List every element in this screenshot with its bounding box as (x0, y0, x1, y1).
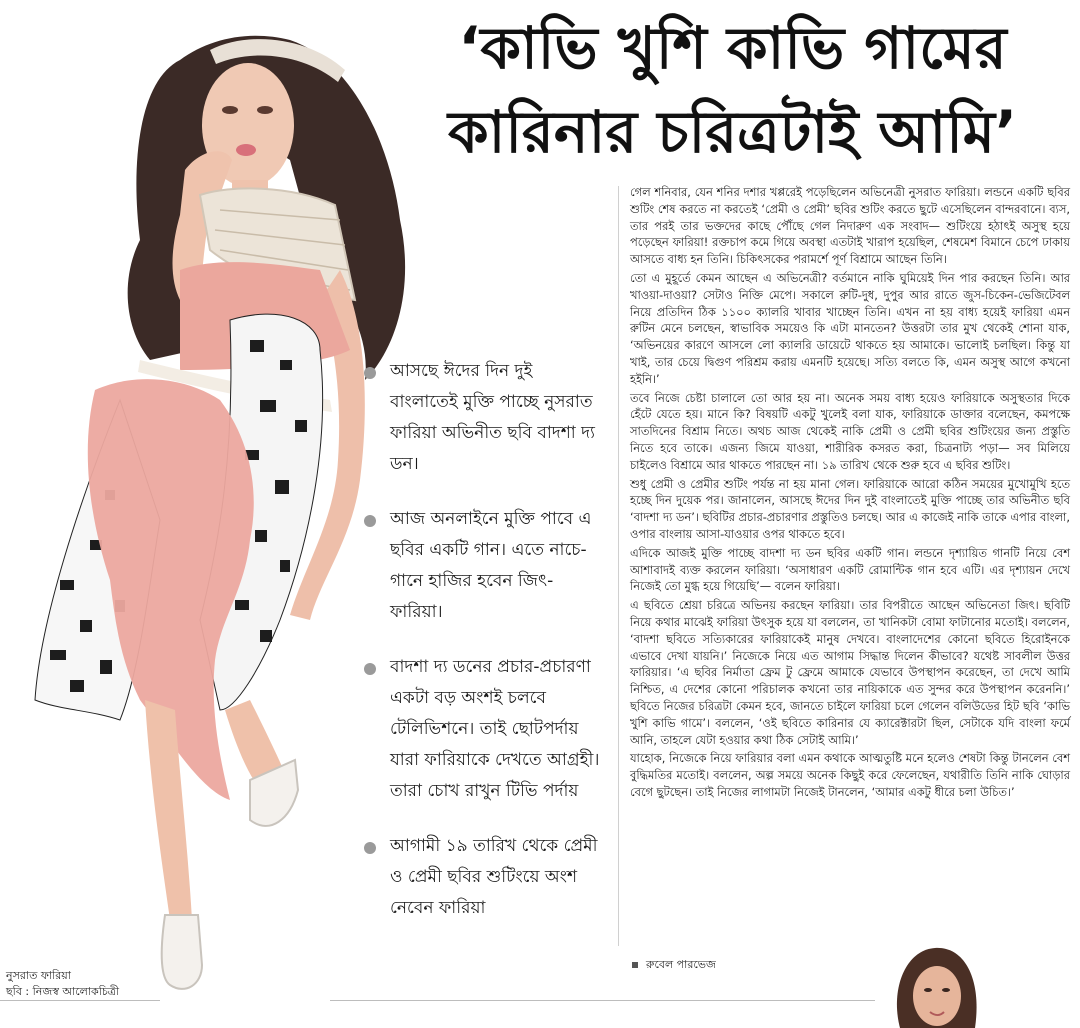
article-paragraph: শুধু প্রেমী ও প্রেমীর শুটিং পর্যন্ত না হয় মানা গেল। ফারিয়াকে আরো কঠিন সময়ের মুখোমুখি হতে হচ্ছে দিন দুয়েক পর। জানালেন, আসছে ঈদের দিন দুই বাংলাতেই মুক্তি পাচ্ছে তার অভিনীত ছবি ‘বাদশা দ্য ডন’। ছবিটির প্রচার-প্রচারণার প্রস্তুতিও চলছে। আর এ কাজেই নাকি তাকে এপার বাংলা, ওপার বাংলায় আসা-যাওয়ার ওপর থাকতে হবে। (630, 476, 1070, 541)
author-portrait (880, 940, 990, 1028)
article-paragraph: গেল শনিবার, যেন শনির দশার খপ্পরেই পড়েছিলেন অভিনেত্রী নুসরাত ফারিয়া। লন্ডনে একটি ছবির শুটিং শেষ করতে না করতেই ‘প্রেমী ও প্রেমী’ ছবির শুটিং করতে ছুটে এসেছিলেন বান্দরবানে। ব্যস, তার পরই তার ভক্তদের কাছে পৌঁছে গেল নিদারুণ এক সংবাদ— শুটিংয়ে হঠাৎই অসুস্থ হয়ে পড়েছেন ফারিয়া! রক্তচাপ কমে গিয়ে অবস্থা এতটাই খারাপ হয়েছিল, শেষমেশ বিমানে চেপে ঢাকায় আসতে বাধ্য হন তিনি। চিকিৎসকের পরামর্শে পূর্ণ বিশ্রামে আছেন তিনি। (630, 185, 1070, 267)
column-divider (618, 186, 619, 946)
highlight-item (362, 652, 602, 807)
headline (400, 6, 1065, 174)
bullet-icon (364, 842, 376, 854)
headline-line-2: কারিনার চরিত্রটাই আমি’ (447, 98, 1018, 166)
article-body (630, 184, 1070, 803)
highlights-list (362, 356, 602, 948)
caption-name: নুসরাত ফারিয়া (6, 969, 71, 982)
bullet-icon (364, 515, 376, 527)
headline-line-1: ‘কাভি খুশি কাভি গামের (458, 14, 1007, 82)
highlight-text: বাদশা দ্য ডনের প্রচার-প্রচারণা একটা বড় অংশই চলবে টেলিভিশনে। তাই ছোটপর্দায় যারা ফারিয়াকে দেখতে আগ্রহী। তারা চোখ রাখুন টিভি পর্দায় (390, 657, 600, 801)
highlight-item (362, 356, 602, 480)
article-paragraph: এদিকে আজই মুক্তি পাচ্ছে বাদশা দ্য ডন ছবির একটি গান। লন্ডনে দৃশ্যায়িত গানটি নিয়ে বেশ আশাবাদই ব্যক্ত করলেন ফারিয়া। ‘অসাধারণ একটি রোমান্টিক গান হবে এটি। এর দৃশ্যায়ন দেখে নিজেই তো মুগ্ধ হয়ে গিয়েছি’— বলেন ফারিয়া। (630, 545, 1070, 594)
highlight-text: আজ অনলাইনে মুক্তি পাবে এ ছবির একটি গান। এতে নাচে-গানে হাজির হবেন জিৎ-ফারিয়া। (390, 509, 592, 622)
highlight-text: আগামী ১৯ তারিখ থেকে প্রেমী ও প্রেমী ছবির শুটিংয়ে অংশ নেবেন ফারিয়া (390, 836, 598, 918)
highlight-item (362, 504, 602, 628)
photo-caption (6, 968, 156, 1000)
article-paragraph: তবে নিজে চেষ্টা চালালে তো আর হয় না। অনেক সময় বাধ্য হয়েও ফারিয়াকে অসুস্থতার দিকে হেঁটে যেতে হয়। মানে কি? বিষয়টি একটু খুলেই বলা যাক, ফারিয়াকে ডাক্তার বলেছেন, কমপক্ষে সাতদিনের বিশ্রাম নিতে। অথচ আজ থেকেই নাকি প্রেমী ও প্রেমী ছবির শুটিংয়ের জন্য প্রস্তুতি নিতে হবে তাকে। এজন্য জিমে যাওয়া, শারীরিক কসরত করা, চিত্রনাট্য পড়া— সব মিলিয়ে চাইলেও বিশ্রামে আর থাকতে পারছেন না। ১৯ তারিখ থেকে শুরু হবে এ ছবির শুটিং। (630, 390, 1070, 472)
caption-credit: ছবি : নিজস্ব আলোকচিত্রী (6, 985, 120, 998)
highlight-item (362, 831, 602, 924)
byline (632, 956, 716, 975)
bottom-rule-left (0, 1000, 160, 1001)
article-paragraph: যাহোক, নিজেকে নিয়ে ফারিয়ার বলা এমন কথাকে আত্মতুষ্টি মনে হলেও শেষটা কিন্তু টানলেন বেশ বুদ্ধিমতির মতোই। বললেন, অল্প সময়ে অনেক কিছুই করে ফেলেছেন, যথারীতি তিনি নাকি ঘোড়ার বেগে ছুটছেন। তাই নিজের লাগামটা নিজেই টানলেন, ‘আমার একটু ধীরে চলা উচিত।’ (630, 751, 1070, 799)
byline-marker-icon (632, 962, 638, 968)
article-paragraph: তো এ মুহূর্তে কেমন আছেন এ অভিনেত্রী? বর্তমানে নাকি ঘুমিয়েই দিন পার করছেন তিনি। আর খাওয়া-দাওয়া? সেটাও নিক্তি মেপে। সকালে রুটি-দুধ, দুপুর আর রাতে জুস-চিকেন-ভেজিটেবল নিয়ে প্রতিদিন ঠিক ১১০০ ক্যালরি খাবার খাচ্ছেন তিনি। এখন না হয় বাধ্য হয়েই ফারিয়া এমন রুটিন মেনে চলছেন, স্বাভাবিক সময়েও কি এটা মানতেন? উত্তরটা তার মুখ থেকেই শোনা যাক, ‘অভিনয়ের কারণে আসলে লো ক্যালরি ডায়েটে থাকতে হয় আমাকে। ভালোই চলছিল। কিন্তু যা খাই, তার চেয়ে দ্বিগুণ পরিশ্রম করায় এমনটি হয়েছে। সত্যি বলতে কি, এমন অসুস্থ আগে কখনো হইনি।’ (630, 270, 1070, 386)
shoe-left (162, 915, 202, 989)
byline-author: রুবেল পারভেজ (646, 958, 716, 971)
bullet-icon (364, 367, 376, 379)
bullet-icon (364, 663, 376, 675)
actress-illustration (20, 20, 420, 1010)
author-portrait-illustration (880, 940, 990, 1028)
actress-photo (20, 20, 420, 1010)
highlight-text: আসছে ঈদের দিন দুই বাংলাতেই মুক্তি পাচ্ছে নুসরাত ফারিয়া অভিনীত ছবি বাদশা দ্য ডন। (390, 361, 595, 474)
bottom-rule-right (330, 1000, 875, 1001)
article-paragraph: এ ছবিতে শ্রেয়া চরিত্রে অভিনয় করছেন ফারিয়া। তার বিপরীতে আছেন অভিনেতা জিৎ। ছবিটি নিয়ে কথার মাঝেই ফারিয়া উৎসুক হয়ে যা বললেন, তা খানিকটা বোমা ফাটানোর মতোই। বললেন, ‘বাদশা ছবিতে সত্যিকারের ফারিয়াকেই মানুষ দেখবে। বাংলাদেশের কোনো ছবিতে হিরোইনকে এভাবে দেখা যায়নি।’ নিজেকে নিয়ে এত আগাম সিদ্ধান্ত দিলেন কীভাবে? যথেষ্ট সাবলীল উত্তর ফারিয়ার। ‘এ ছবির নির্মাতা ফ্রেম টু ফ্রেমে আমাকে যেভাবে উপস্থাপন করেছেন, তা দেখে আমি নিশ্চিত, এ দেশের কোনো পরিচালক কখনো তার নায়িকাকে এত সুন্দর করে উপস্থাপন করেননি।’ ছবিতে নিজের চরিত্রটা কেমন হবে, জানতে চাইলে ফারিয়া চলে গেলেন বলিউডের হিট ছবি ‘কাভি খুশি কাভি গামে’। বললেন, ‘ওই ছবিতে কারিনার যে ক্যারেক্টারটা ছিল, সেটাকে যদি বাংলা ফর্মে আনি, তাহলে যেটা হওয়ার কথা ঠিক সেটাই আমি।’ (630, 598, 1070, 747)
